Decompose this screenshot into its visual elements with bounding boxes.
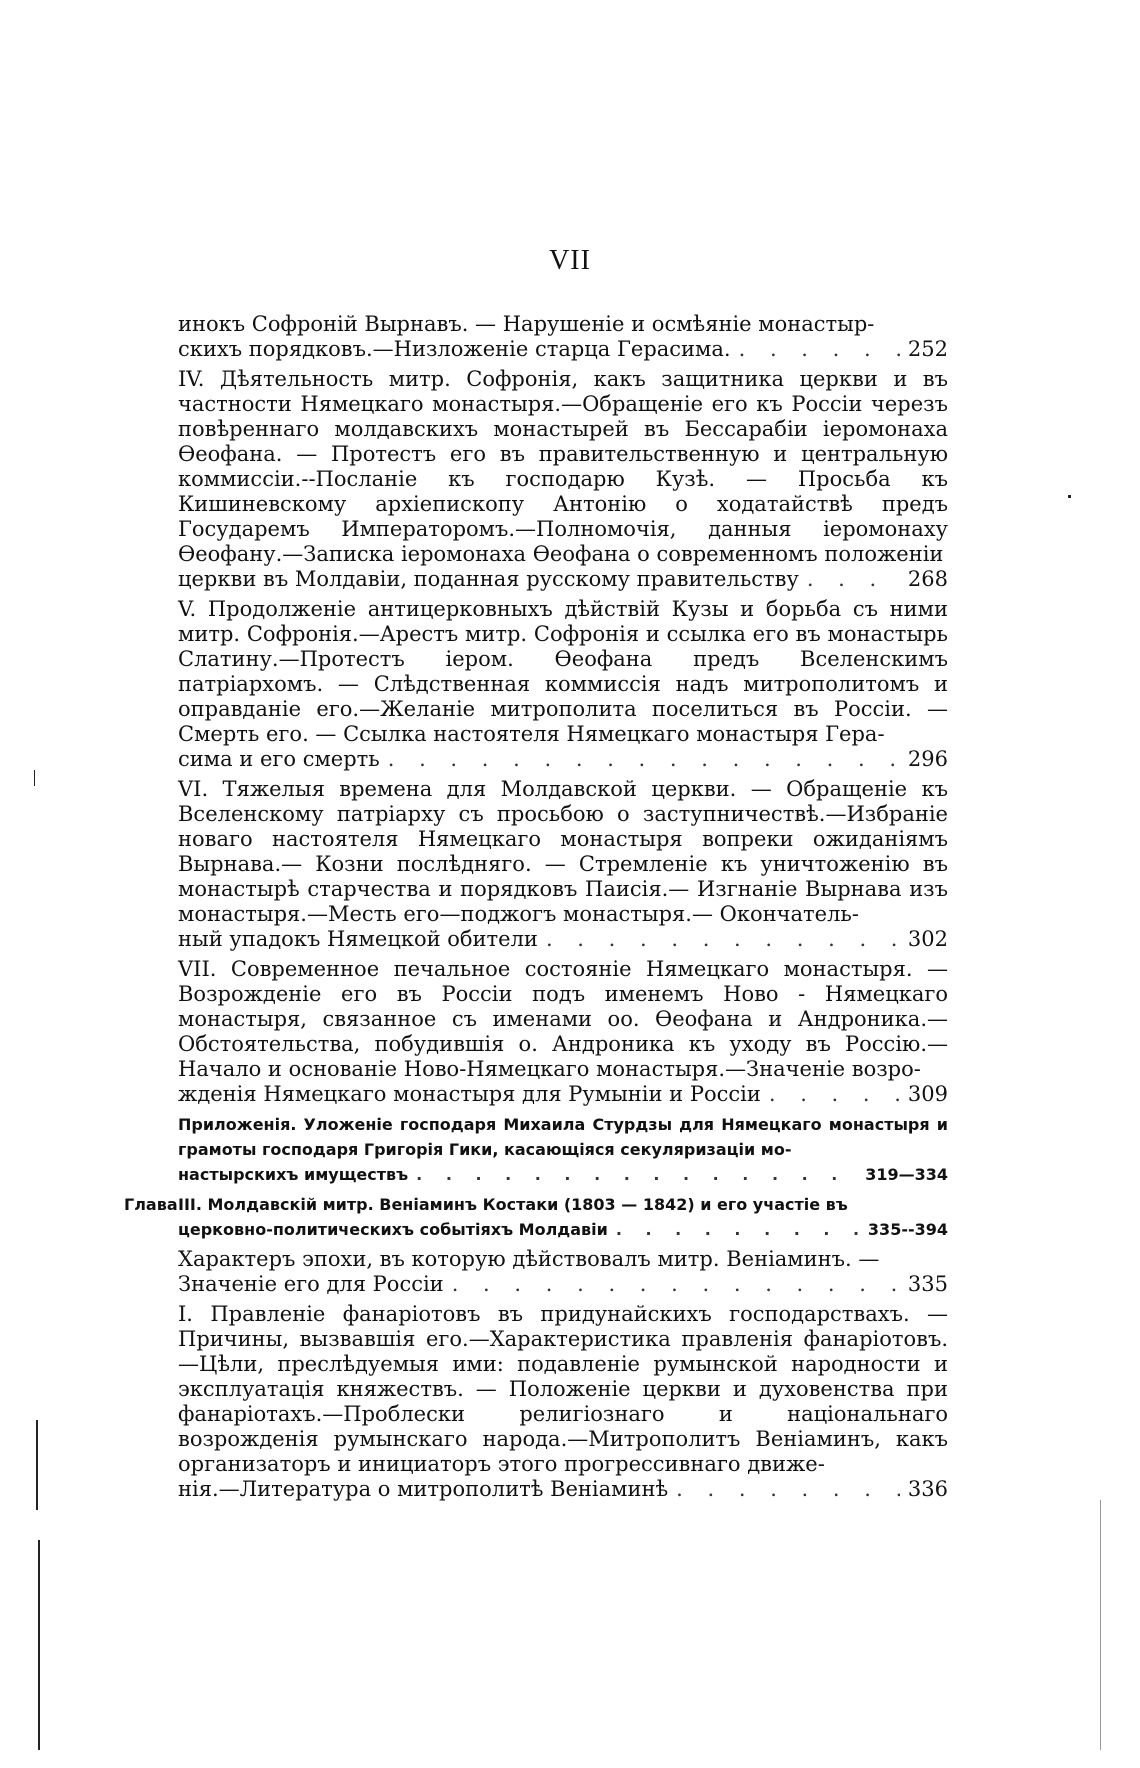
entry-text: инокъ Софроній Вырнавъ. — Нарушеніе и осмѣяніе монастыр- [178, 312, 875, 336]
entry-last-line [178, 1082, 948, 1107]
dot-leader [739, 337, 900, 362]
toc-entry [178, 1302, 948, 1502]
toc-entry-chapter [124, 1192, 948, 1242]
toc-entry-appendix [178, 1112, 948, 1187]
toc-entry [178, 367, 948, 592]
toc-entry [178, 312, 948, 362]
page-ref: 309 [907, 1082, 948, 1106]
scan-margin-mark [1068, 495, 1071, 498]
entry-last-line [178, 1477, 948, 1502]
scan-margin-mark [1100, 1500, 1101, 1750]
page-number: VII [549, 245, 591, 276]
scan-margin-mark [36, 1420, 38, 1510]
entry-last-text: скихъ порядковъ.—Низложеніе старца Герасима. [178, 337, 731, 361]
entry-text: Характеръ эпохи, въ которую дѣйствовалъ митр. Веніаминъ. — [178, 1247, 880, 1271]
entry-last-text: настырскихъ имуществъ [178, 1165, 409, 1184]
entry-last-line [178, 1217, 948, 1242]
entry-last-text: сима и его смерть [178, 747, 380, 771]
dot-leader [416, 1162, 857, 1187]
entry-last-line [178, 1272, 948, 1297]
toc-entry [178, 1247, 948, 1297]
scan-margin-mark [38, 1540, 40, 1750]
dot-leader [452, 1272, 900, 1297]
entry-text: IV. Дѣятельность митр. Софронія, какъ защитника церкви и въ частности Нямецкаго монастыря.—Обращеніе его къ Россіи черезъ повѣреннаго молдавскихъ монастырей въ Бессарабіи іеромонаха Өеофана. — Протестъ его въ правительственную и центральную коммиссіи.--Посланіе къ господарю Кузѣ. — Просьба къ Кишиневскому архіепископу Антонію о ходатайствѣ предъ Государемъ Императоромъ.—Полномочія, данныя іеромонаху Өеофану.—Записка іеромонаха Өеофана о современномъ положеніи [178, 367, 948, 566]
toc-entry [178, 597, 948, 772]
page-ref: 268 [907, 567, 948, 591]
scan-margin-mark [34, 770, 35, 786]
dot-leader [807, 567, 900, 592]
page-ref: 302 [907, 927, 948, 951]
entry-last-text: ный упадокъ Нямецкой обители [178, 927, 538, 951]
page-ref: 319—334 [865, 1165, 948, 1184]
toc-entry [178, 957, 948, 1107]
dot-leader [546, 927, 900, 952]
dot-leader [388, 747, 900, 772]
entry-text: I. Правленіе фанаріотовъ въ придунайскихъ господарствахъ. — Причины, вызвавшія его.—Характеристика правленія фанаріотовъ.—Цѣли, преслѣдуемыя ими: подавленіе румынской народности и эксплуатація княжествъ. — Положеніе церкви и духовенства при фанаріотахъ.—Проблески религіознаго и національнаго возрожденія румынскаго народа.—Митрополитъ Веніаминъ, какъ организаторъ и инициаторъ этого прогрессивнаго движе- [178, 1302, 948, 1476]
entry-text: VI. Тяжелыя времена для Молдавской церкви. — Обращеніе къ Вселенскому патріарху съ просьбою о заступничествѣ.—Избраніе новаго настоятеля Нямецкаго монастыря вопреки ожиданіямъ Вырнава.— Козни послѣдняго. — Стремленіе къ уничтоженію въ монастырѣ старчества и порядковъ Паисія.— Изгнаніе Вырнава изъ монастыря.—Месть его—поджогъ монастыря.— Окончатель- [178, 777, 948, 926]
entry-last-text: церковно-политическихъ событіяхъ Молдавіи [178, 1220, 608, 1239]
toc-entry [178, 777, 948, 952]
entry-last-line [178, 1162, 948, 1187]
page-ref: 252 [907, 337, 948, 361]
entry-last-line [178, 337, 948, 362]
entry-last-line [178, 747, 948, 772]
entry-last-text: церкви въ Молдавіи, поданная русскому правительству [178, 567, 799, 591]
entry-text: V. Продолженіе антицерковныхъ дѣйствій Кузы и борьба съ ними митр. Софронія.—Арестъ митр. Софронія и ссылка его въ монастырь Слатину.—Протестъ іером. Өеофана предъ Вселенскимъ патріархомъ. — Слѣдственная коммиссія надъ митрополитомъ и оправданіе его.—Желаніе митрополита поселиться въ Россіи. — Смерть его. — Ссылка настоятеля Нямецкаго монастыря Гера- [178, 597, 948, 746]
entry-text: III. Молдавскій митр. Веніаминъ Костаки (1803 — 1842) и его участіе въ [178, 1195, 848, 1214]
entry-last-line [178, 927, 948, 952]
dot-leader [769, 1082, 900, 1107]
entry-last-text: нія.—Литература о митрополитѣ Веніаминѣ [178, 1477, 669, 1501]
dot-leader [676, 1477, 900, 1502]
page-ref: 336 [907, 1477, 948, 1501]
table-of-contents [124, 312, 948, 1507]
entry-last-line [178, 567, 948, 592]
entry-last-text: Значеніе его для Россіи [178, 1272, 444, 1296]
chapter-label: Глава [124, 1195, 178, 1214]
page-ref: 335 [907, 1272, 948, 1296]
dot-leader [616, 1217, 860, 1242]
page-ref: 335--394 [867, 1220, 948, 1239]
entry-last-text: жденія Нямецкаго монастыря для Румыніи и Россіи [178, 1082, 761, 1106]
page-ref: 296 [907, 747, 948, 771]
entry-text: Приложенія. Уложеніе господаря Михаила Стурдзы для Нямецкаго монастыря и грамоты господаря Григорія Гики, касающіяся секуляризаціи мо- [178, 1115, 948, 1159]
entry-text: VII. Современное печальное состояніе Нямецкаго монастыря. — Возрожденіе его въ Россіи подъ именемъ Ново - Нямецкаго монастыря, связанное съ именами оо. Өеофана и Андроника.— Обстоятельства, побудившія о. Андроника къ уходу въ Россію.— Начало и основаніе Ново-Нямецкаго монастыря.—Значеніе возро- [178, 957, 948, 1081]
